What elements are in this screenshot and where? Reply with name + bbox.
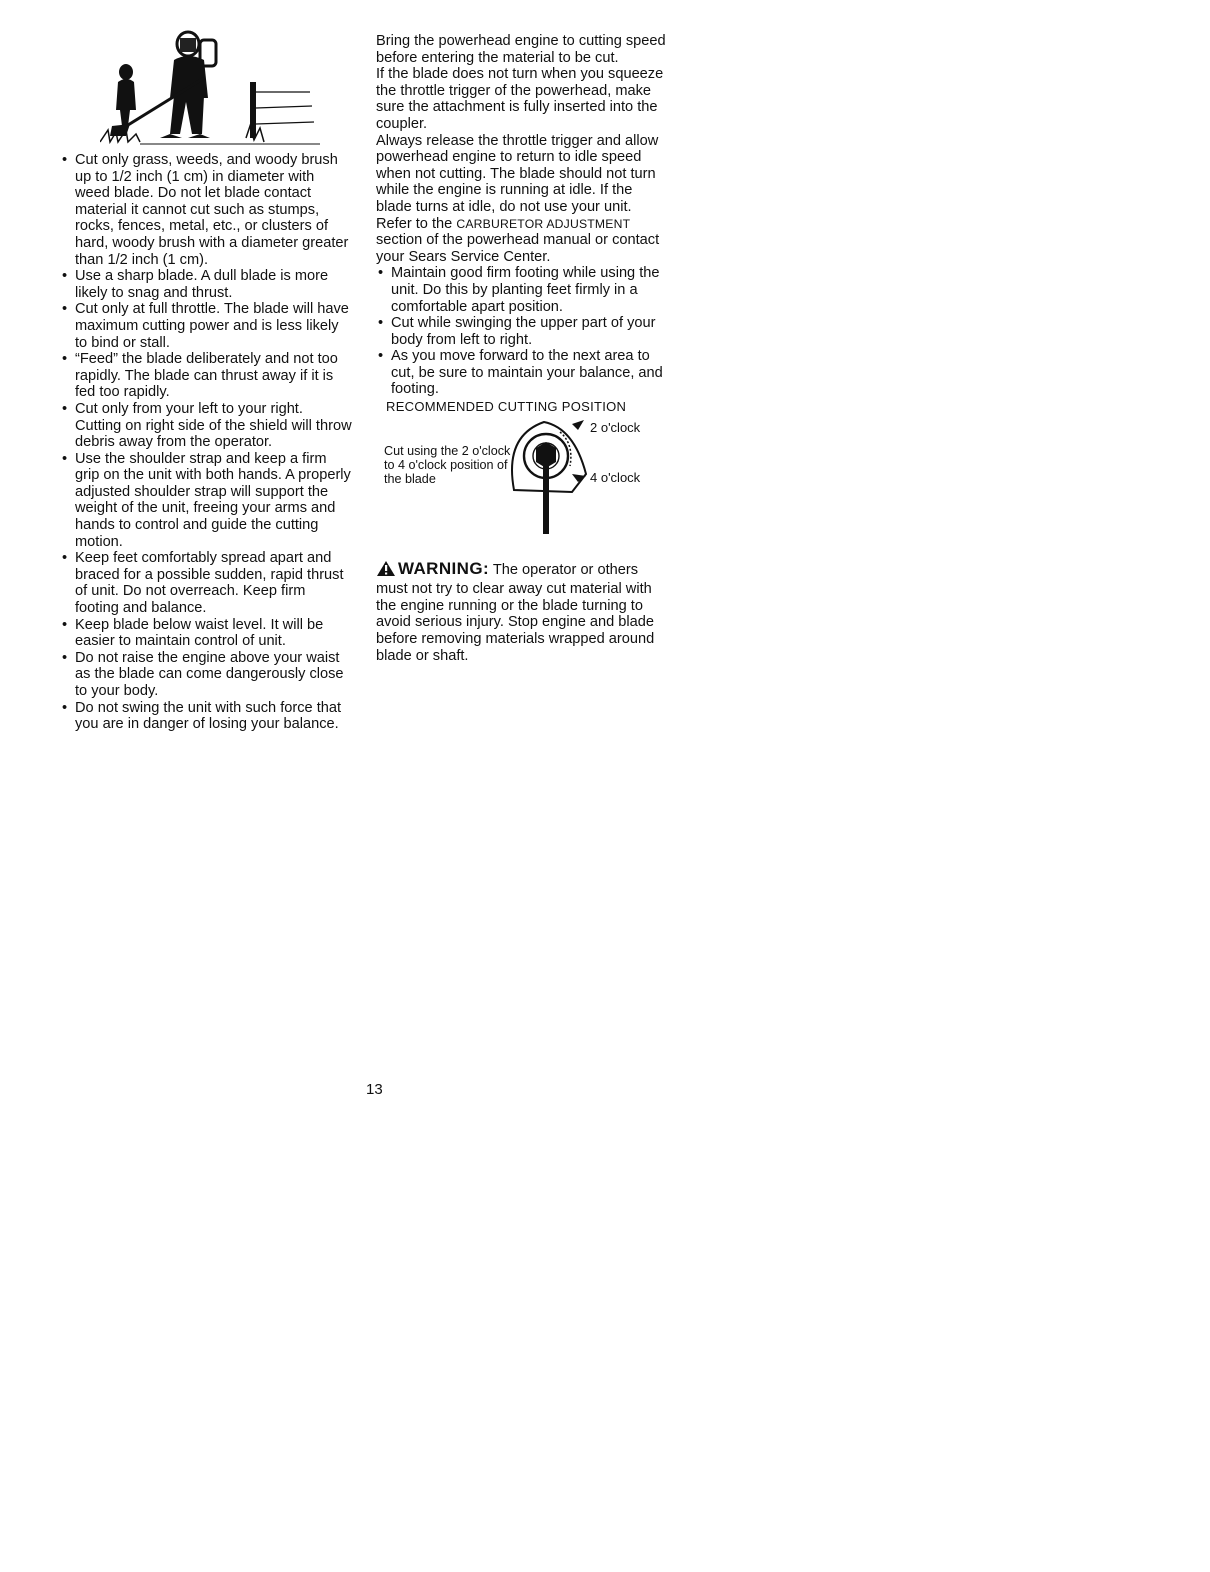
diagram-caption: Cut using the 2 o'clock to 4 o'clock position of the blade	[384, 443, 511, 487]
warning-heading: WARNING:	[398, 558, 490, 578]
label-4-oclock: 4 o'clock	[590, 469, 641, 485]
paragraph-idle-speed	[376, 133, 668, 266]
blade-diagram-icon	[502, 416, 602, 534]
warning-triangle-icon	[376, 560, 396, 582]
paragraph-blade-not-turning: If the blade does not turn when you squeeze the throttle trigger of the powerhead, make sure the attachment is fully inserted into the coupler.	[376, 66, 664, 132]
list-item: • As you move forward to the next area to cut, be sure to maintain your balance, and footing.	[376, 348, 668, 398]
list-item: • Maintain good firm footing while using the unit. Do this by planting feet firmly in a comfortable apart position.	[376, 265, 668, 315]
operator-trimmer-illustration	[100, 30, 325, 148]
cutting-position-diagram	[376, 416, 668, 534]
list-item: • Keep blade below waist level. It will be easier to maintain control of unit.	[60, 617, 352, 650]
list-item: • Keep feet comfortably spread apart and braced for a possible sudden, rapid thrust of unit. Do not overreach. Keep firm footing and balance.	[60, 550, 352, 616]
list-item: • Cut only at full throttle. The blade will have maximum cutting power and is less likely to bind or stall.	[60, 301, 352, 351]
warning-text: The operator or others must not try to clear away cut material with the engine running or the blade turning to avoid serious injury. Stop engine and blade before removing materials wrapped around blade or shaft.	[376, 561, 655, 664]
list-item: • Do not raise the engine above your waist as the blade can come dangerously close to your body.	[60, 650, 352, 700]
list-item: • Cut only from your left to your right. Cutting on right side of the shield will throw debris away from the operator.	[60, 401, 352, 451]
paragraph-text: section of the powerhead manual or contact your Sears Service Center.	[376, 232, 660, 265]
left-column	[60, 30, 352, 733]
footing-bullet-list	[376, 265, 668, 398]
list-item: • “Feed” the blade deliberately and not too rapidly. The blade can thrust away if it is fed too rapidly.	[60, 351, 352, 401]
list-item: • Cut only grass, weeds, and woody brush up to 1/2 inch (1 cm) in diameter with weed blade. Do not let blade contact material it cannot cut such as stumps, rocks, fences, metal, etc., or clusters of hard, woody brush with a diameter greater than 1/2 inch (1 cm).	[60, 152, 352, 268]
list-item: • Cut while swinging the upper part of your body from left to right.	[376, 315, 668, 348]
safety-bullet-list	[60, 152, 352, 733]
list-item: • Use the shoulder strap and keep a firm grip on the unit with both hands. A properly adjusted shoulder strap will support the weight of the unit, freeing your arms and hands to control and guide the cutting motion.	[60, 451, 352, 551]
paragraph-text: Always release the throttle trigger and allow powerhead engine to return to idle speed when not cutting. The blade should not turn while the engine is running at idle. If the blade turns at idle, do not use your unit. Refer to the	[376, 132, 659, 232]
label-2-oclock: 2 o'clock	[590, 419, 641, 435]
right-column	[376, 33, 668, 664]
list-item: • Do not swing the unit with such force that you are in danger of losing your balance.	[60, 700, 352, 733]
diagram-title: RECOMMENDED CUTTING POSITION	[386, 399, 627, 415]
warning-block	[376, 560, 668, 665]
section-reference: CARBURETOR ADJUSTMENT	[456, 216, 631, 231]
paragraph-cutting-speed: Bring the powerhead engine to cutting speed before entering the material to be cut.	[376, 33, 666, 66]
list-item: • Use a sharp blade. A dull blade is more likely to snag and thrust.	[60, 268, 352, 301]
page-number: 13	[366, 1081, 383, 1098]
